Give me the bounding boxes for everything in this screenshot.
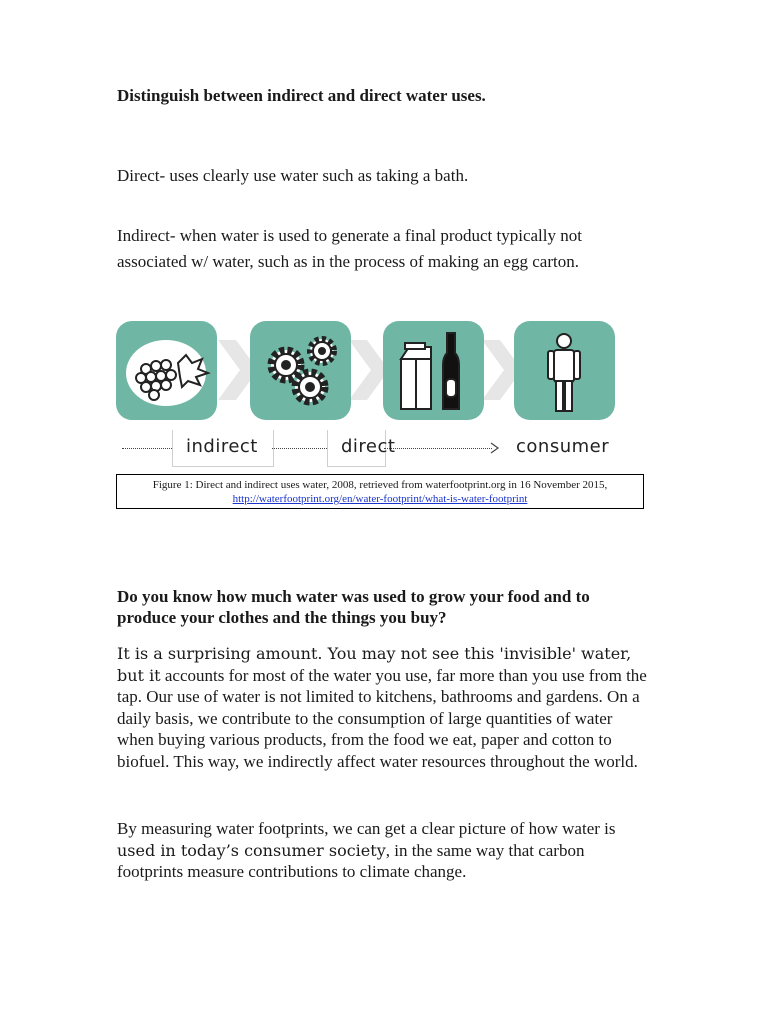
section-heading: Distinguish between indirect and direct water uses. bbox=[117, 86, 486, 105]
indirect-definition bbox=[117, 223, 637, 275]
indirect-definition-line2: associated w/ water, such as in the process of making an egg carton. bbox=[117, 252, 579, 271]
dotted-connector bbox=[272, 448, 327, 449]
flow-row bbox=[114, 430, 619, 468]
direct-definition: Direct- uses clearly use water such as taking a bath. bbox=[117, 166, 469, 185]
paragraph-body: accounts for most of the water you use, far more than you use from the tap. Our use of water is not limited to kitchens, bathrooms and gardens. On a daily basis, we contribute to the consumption of large quantities of water when buying various products, from the food we eat, paper and cotton to biofuel. This way, we indirectly affect water resources throughout the world. bbox=[117, 665, 647, 771]
direct-label: direct bbox=[341, 436, 396, 457]
water-use-figure bbox=[114, 318, 619, 468]
indirect-definition-line1: Indirect- when water is used to generate a final product typically not bbox=[117, 226, 582, 245]
question-heading: Do you know how much water was used to grow your food and to produce your clothes and the things you buy? bbox=[117, 587, 590, 627]
gears-icon bbox=[250, 321, 351, 420]
indirect-box bbox=[172, 430, 274, 467]
arrowhead-icon bbox=[490, 442, 500, 454]
paragraph-highlight: used in today’s consumer society bbox=[117, 840, 386, 860]
caption-link[interactable]: http://waterfootprint.org/en/water-footprint/what-is-water-footprint bbox=[232, 493, 528, 505]
indirect-label: indirect bbox=[186, 436, 258, 457]
paragraph-end: , in the same way that carbon footprints measure contributions to climate change. bbox=[117, 840, 585, 881]
paragraph-start: By measuring water footprints, we can get a clear picture of how water is bbox=[117, 819, 616, 838]
paragraph-lead: It is a surprising amount. You may not see this 'invisible' water, but it bbox=[117, 644, 632, 685]
direct-box bbox=[327, 430, 396, 467]
invisible-water-paragraph bbox=[117, 643, 647, 772]
footprint-paragraph bbox=[117, 818, 652, 883]
dotted-connector bbox=[122, 448, 172, 449]
dotted-connector bbox=[384, 448, 492, 449]
milk-carton-bottle-icon bbox=[383, 321, 484, 420]
grapes-leaf-icon bbox=[116, 321, 217, 420]
caption-text: Figure 1: Direct and indirect uses water, 2008, retrieved from waterfootprint.org in 16 November 2015, bbox=[152, 479, 608, 491]
consumer-label: consumer bbox=[516, 436, 610, 457]
figure-caption bbox=[116, 474, 644, 509]
person-icon bbox=[514, 321, 615, 420]
